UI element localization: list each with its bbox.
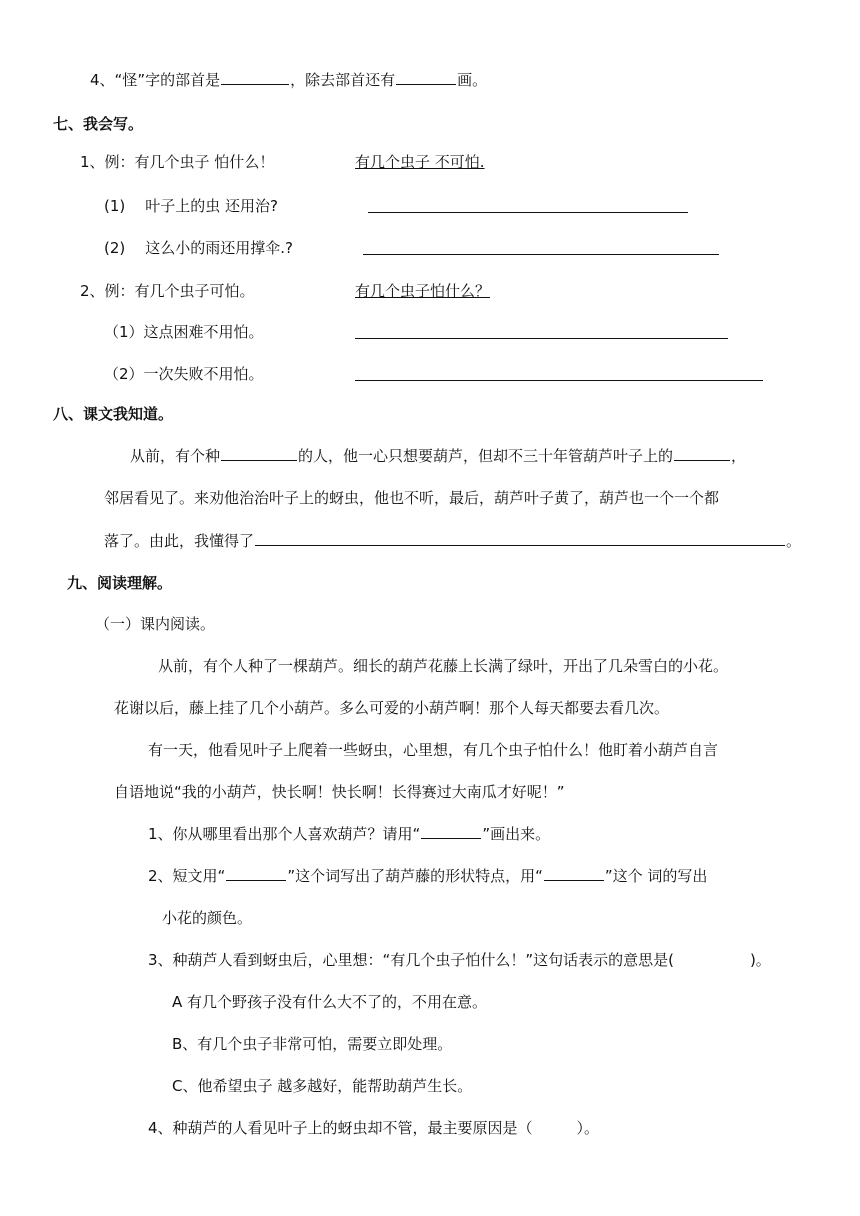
item-1-answer-line[interactable]	[368, 212, 688, 213]
fill-paragraph-line-3	[104, 531, 801, 551]
option-c[interactable]: C、他希望虫子 越多越好，能帮助葫芦生长。	[172, 1077, 473, 1095]
section-9-title: 九、阅读理解。	[67, 574, 173, 592]
subsection-title: （一）课内阅读。	[95, 615, 216, 633]
fill-paragraph-line-1	[130, 446, 746, 466]
item-2-number: (2)	[104, 239, 126, 257]
reading-question-2	[148, 866, 707, 886]
shape-word-blank[interactable]	[226, 866, 286, 881]
example-2-answer: 有几个虫子怕什么？	[355, 282, 491, 300]
section-8-title: 八、课文我知道。	[53, 405, 174, 423]
rq3-end: )。	[749, 951, 771, 969]
question-4-text-b: ，除去部首还有	[290, 71, 396, 89]
item-1	[104, 196, 278, 216]
section-7-title: 七、我会写。	[53, 115, 144, 133]
pest-blank[interactable]	[674, 446, 730, 461]
item-2-answer-line[interactable]	[363, 254, 719, 255]
item-1-text: 叶子上的虫 还用治?	[145, 197, 278, 215]
fill-text-c: ，	[731, 447, 747, 465]
option-b[interactable]: B、有几个虫子非常可怕，需要立即处理。	[172, 1035, 453, 1053]
rq4-end: ）。	[576, 1119, 600, 1137]
item-4-answer-line[interactable]	[355, 380, 763, 381]
lesson-learned-blank[interactable]	[255, 531, 785, 546]
stroke-count-blank[interactable]	[396, 70, 456, 85]
fill-text-e: 。	[786, 532, 802, 550]
rq4-text: 4、种葫芦的人看见叶子上的蚜虫却不管，最主要原因是（	[148, 1119, 533, 1137]
reading-question-1	[148, 824, 550, 844]
example-1-answer: 有几个虫子 不可怕.	[355, 153, 485, 171]
fill-paragraph-line-2: 邻居看见了。来劝他治治叶子上的蚜虫，他也不听，最后，葫芦叶子黄了，葫芦也一个一个都	[104, 489, 720, 507]
item-3: （1）这点困难不用怕。	[104, 323, 264, 341]
item-2	[104, 238, 293, 258]
reading-para-1-line-1: 从前，有个人种了一棵葫芦。细长的葫芦花藤上长满了绿叶，开出了几朵雪白的小花。	[158, 657, 729, 675]
item-2-text: 这么小的雨还用撑伞.?	[145, 239, 293, 257]
reading-question-3	[148, 950, 771, 970]
item-4: （2）一次失败不用怕。	[104, 365, 264, 383]
rq1-text-a: 1、你从哪里看出那个人喜欢葫芦？请用“	[148, 825, 421, 843]
item-1-number: (1)	[104, 197, 126, 215]
example-2-label: 2、例：有几个虫子可怕。	[80, 282, 255, 300]
question-4	[90, 70, 487, 90]
rq3-text: 3、种葫芦人看到蚜虫后，心里想：“有几个虫子怕什么！”这句话表示的意思是(	[148, 951, 674, 969]
underline-marker-blank[interactable]	[421, 824, 481, 839]
reading-para-2-line-2: 自语地说“我的小葫芦，快长啊！快长啊！长得赛过大南瓜才好呢！”	[114, 783, 565, 801]
rq2-text-b: ”这个词写出了葫芦藤的形状特点，用“	[287, 867, 543, 885]
rq2-text-c: ”这个 词的写出	[604, 867, 708, 885]
plant-blank[interactable]	[221, 446, 297, 461]
fill-text-d: 落了。由此，我懂得了	[104, 532, 255, 550]
radical-blank[interactable]	[221, 70, 289, 85]
reading-para-2-line-1: 有一天，他看见叶子上爬着一些蚜虫，心里想，有几个虫子怕什么！他盯着小葫芦自言	[148, 741, 719, 759]
item-3-answer-line[interactable]	[355, 338, 728, 339]
reading-para-1-line-2: 花谢以后，藤上挂了几个小葫芦。多么可爱的小葫芦啊！那个人每天都要去看几次。	[114, 699, 670, 717]
example-1-label: 1、例：有几个虫子 怕什么！	[80, 153, 275, 171]
reading-question-2-cont: 小花的颜色。	[162, 909, 253, 927]
option-a[interactable]: A 有几个野孩子没有什么大不了的，不用在意。	[172, 993, 488, 1011]
rq1-text-b: ”画出来。	[482, 825, 551, 843]
rq2-text-a: 2、短文用“	[148, 867, 226, 885]
reading-question-4	[148, 1118, 599, 1138]
question-4-text-c: 画。	[457, 71, 488, 89]
question-4-text-a: 4、“怪”字的部首是	[90, 71, 221, 89]
color-word-blank[interactable]	[544, 866, 604, 881]
fill-text-a: 从前，有个种	[130, 447, 221, 465]
fill-text-b: 的人，他一心只想要葫芦，但却不三十年管葫芦叶子上的	[298, 447, 674, 465]
